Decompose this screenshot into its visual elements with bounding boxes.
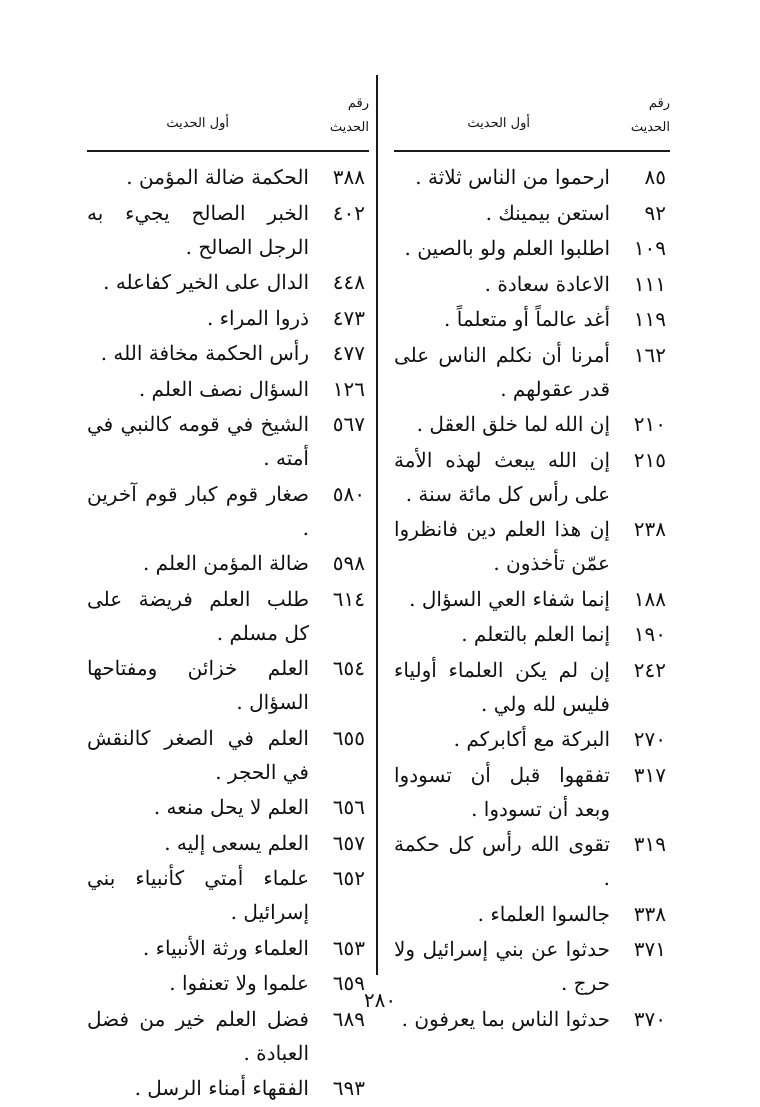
hadith-opening-text: تفقهوا قبل أن تسودوا وبعد أن تسودوا .	[394, 762, 610, 821]
index-entry	[87, 790, 369, 824]
index-entry	[394, 827, 670, 895]
hadith-number: ٤٠٢	[332, 200, 365, 225]
right-column-entries	[394, 160, 670, 1037]
hadith-opening-text: إنما العلم بالتعلم .	[461, 622, 610, 646]
heading-line-1: رقم	[347, 96, 369, 111]
hadith-opening-text: صغار قوم كبار قوم آخرين .	[87, 481, 309, 540]
hadith-number: ٦١٤	[332, 586, 365, 611]
hadith-number: ٢٧٠	[633, 727, 666, 751]
hadith-opening-text: إن هذا العلم دين فانظروا عمّن تأخذون .	[394, 517, 610, 575]
header-rule	[87, 150, 369, 152]
hadith-opening-text: العلم في الصغر كالنقش في الحجر .	[87, 725, 309, 784]
hadith-opening-text: استعن بيمينك .	[485, 200, 610, 225]
hadith-opening-text: حدثوا عن بني إسرائيل ولا حرج .	[394, 937, 610, 995]
index-entry	[394, 582, 670, 616]
hadith-number: ٣٧٠	[633, 1006, 666, 1031]
index-entry	[87, 196, 369, 264]
hadith-opening-text: الشيخ في قومه كالنبي في أمته .	[87, 412, 309, 470]
hadith-opening-text: الفقهاء أمناء الرسل .	[134, 1076, 309, 1100]
hadith-opening-text: الدال على الخير كفاعله .	[103, 270, 309, 294]
hadith-number: ١١١	[633, 271, 666, 296]
hadith-number: ٣٧١	[633, 937, 666, 961]
header-rule	[394, 150, 670, 152]
hadith-opening-text: العلماء ورثة الأنبياء .	[142, 935, 309, 960]
hadith-opening-text: البركة مع أكابركم .	[453, 727, 610, 751]
hadith-opening-text: ارحموا من الناس ثلاثة .	[415, 165, 610, 189]
index-entry	[87, 826, 369, 860]
hadith-opening-text: الاعادة سعادة .	[484, 271, 610, 296]
index-entry	[87, 721, 369, 789]
index-entry	[394, 897, 670, 931]
hadith-number: ١٩٠	[633, 622, 666, 646]
index-entry	[87, 582, 369, 650]
hadith-number: ٣١٧	[633, 762, 666, 787]
hadith-number: ٦٥٤	[332, 656, 365, 680]
hadith-opening-text: إن لم يكن العلماء أولياء فليس لله ولي .	[394, 657, 610, 716]
index-entry	[394, 196, 670, 230]
hadith-number: ٢٤٢	[633, 657, 666, 682]
index-entry	[394, 338, 670, 406]
hadith-number: ٩٢	[644, 200, 666, 225]
hadith-opening-text: جالسوا العلماء .	[477, 901, 610, 926]
index-entry	[394, 443, 670, 511]
index-entry	[394, 407, 670, 441]
hadith-number: ٨٥	[644, 165, 666, 189]
hadith-number: ٣٨٨	[332, 165, 365, 189]
hadith-number: ٥٦٧	[332, 412, 365, 436]
hadith-opening-text: السؤال نصف العلم .	[138, 376, 309, 401]
index-entry	[87, 651, 369, 719]
hadith-opening-text: علموا ولا تعنفوا .	[169, 971, 309, 995]
hadith-number: ٦٥٥	[332, 725, 365, 750]
index-entry	[87, 372, 369, 406]
index-entry	[394, 617, 670, 651]
hadith-opening-text: العلم خزائن ومفتاحها السؤال .	[87, 656, 309, 714]
hadith-number: ٦٥٩	[332, 971, 365, 995]
index-entry	[87, 1071, 369, 1105]
hadith-number: ٦٥٢	[332, 866, 365, 890]
hadith-number: ٦٩٣	[332, 1076, 365, 1100]
hadith-number: ٦٥٦	[332, 795, 365, 819]
hadith-number: ٦٥٧	[332, 830, 365, 855]
hadith-number: ١٢٦	[332, 376, 365, 401]
hadith-number-heading	[614, 92, 670, 140]
index-entry	[394, 758, 670, 826]
hadith-start-heading: أول الحديث	[467, 116, 530, 131]
right-column	[394, 0, 670, 1031]
hadith-number: ٥٩٨	[332, 551, 365, 575]
index-entry	[87, 301, 369, 335]
page-number: ٢٨٠	[363, 988, 397, 1012]
hadith-number: ٤٧٧	[332, 341, 365, 365]
index-entry	[87, 861, 369, 929]
hadith-opening-text: علماء أمتي كأنبياء بني إسرائيل .	[87, 866, 309, 924]
left-column	[87, 0, 369, 1100]
hadith-number: ٣٣٨	[633, 901, 666, 926]
hadith-number: ٣١٩	[633, 832, 666, 856]
index-entry	[394, 653, 670, 721]
index-entry	[394, 267, 670, 301]
hadith-number: ٦٨٩	[332, 1006, 365, 1031]
hadith-number: ٤٤٨	[332, 270, 365, 294]
column-divider	[376, 75, 378, 975]
hadith-number: ١٦٢	[633, 342, 666, 367]
hadith-opening-text: أمرنا أن نكلم الناس على قدر عقولهم .	[394, 342, 610, 401]
hadith-opening-text: إن الله لما خلق العقل .	[416, 412, 610, 436]
right-column-header	[394, 0, 670, 150]
hadith-opening-text: إن الله يبعث لهذه الأمة على رأس كل مائة سنة .	[394, 447, 610, 506]
index-entry	[87, 407, 369, 475]
index-entry	[87, 265, 369, 299]
hadith-number: ٢٣٨	[633, 517, 666, 541]
index-entry	[87, 336, 369, 370]
hadith-opening-text: ذروا المراء .	[206, 305, 309, 330]
hadith-opening-text: حدثوا الناس بما يعرفون .	[401, 1006, 610, 1031]
index-entry	[87, 931, 369, 965]
left-column-entries	[87, 160, 369, 1107]
hadith-opening-text: اطلبوا العلم ولو بالصين .	[404, 236, 610, 260]
hadith-number: ١٨٨	[633, 586, 666, 611]
index-entry	[394, 512, 670, 580]
hadith-opening-text: رأس الحكمة مخافة الله .	[100, 341, 309, 365]
index-entry	[87, 477, 369, 545]
hadith-opening-text: الخبر الصالح يجيء به الرجل الصالح .	[87, 200, 309, 259]
hadith-number: ٤٧٣	[332, 305, 365, 330]
index-entry	[394, 160, 670, 194]
heading-line-2: الحديث	[329, 120, 369, 135]
index-entry	[394, 231, 670, 265]
hadith-opening-text: تقوى الله رأس كل حكمة .	[394, 832, 610, 890]
hadith-number: ١١٩	[633, 307, 666, 331]
hadith-opening-text: العلم لا يحل منعه .	[153, 795, 309, 819]
hadith-opening-text: فضل العلم خير من فضل العبادة .	[87, 1006, 309, 1065]
hadith-number: ٢١٠	[633, 412, 666, 436]
hadith-opening-text: أغد عالماً أو متعلماً .	[444, 307, 610, 331]
index-entry	[87, 546, 369, 580]
hadith-number-heading	[313, 92, 369, 140]
hadith-number: ١٠٩	[633, 236, 666, 260]
heading-line-2: الحديث	[630, 120, 670, 135]
heading-line-1: رقم	[648, 96, 670, 111]
hadith-start-heading: أول الحديث	[166, 116, 229, 131]
hadith-number: ٢١٥	[633, 447, 666, 472]
index-entry	[394, 722, 670, 756]
hadith-opening-text: طلب العلم فريضة على كل مسلم .	[87, 586, 309, 645]
hadith-opening-text: العلم يسعى إليه .	[164, 830, 309, 855]
hadith-number: ٦٥٣	[332, 935, 365, 960]
index-entry	[394, 302, 670, 336]
left-column-header	[87, 0, 369, 150]
hadith-opening-text: ضالة المؤمن العلم .	[142, 551, 309, 575]
hadith-opening-text: الحكمة ضالة المؤمن .	[126, 165, 309, 189]
hadith-number: ٥٨٠	[332, 481, 365, 506]
hadith-opening-text: إنما شفاء العي السؤال .	[409, 586, 610, 611]
index-entry	[87, 160, 369, 194]
